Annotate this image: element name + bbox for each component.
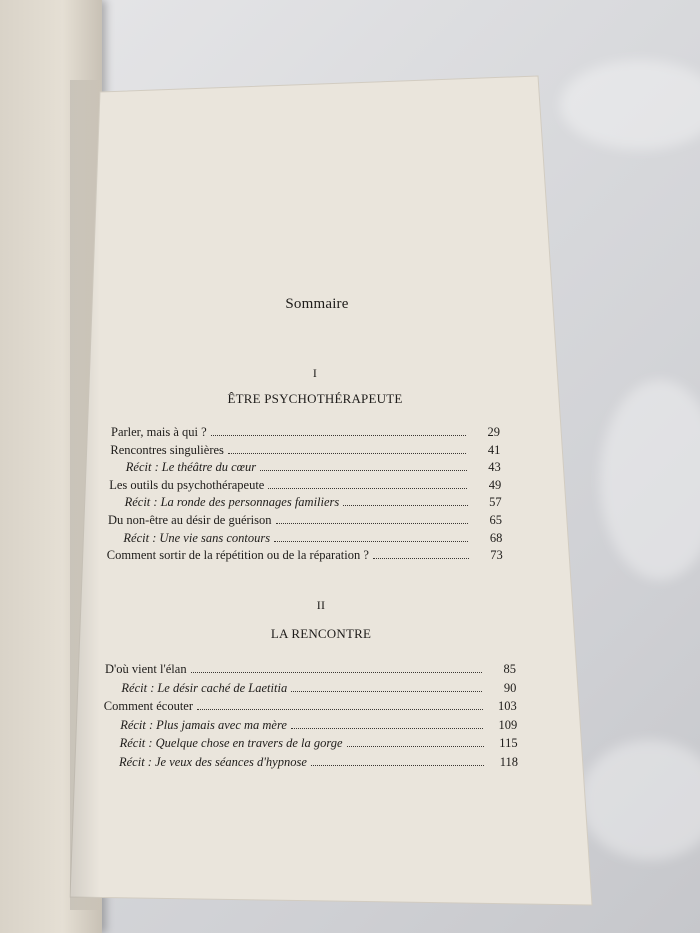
toc-leader-dots	[260, 460, 467, 471]
part-title: ÊTRE PSYCHOTHÉRAPEUTE	[227, 391, 403, 406]
toc-entry	[123, 531, 502, 548]
toc-entry-prefix: Récit :	[120, 717, 154, 732]
toc-page-number: 65	[489, 513, 502, 527]
toc-leader-dots	[211, 425, 466, 436]
toc-leader-dots	[291, 718, 483, 729]
toc-entry-prefix: Récit :	[119, 736, 153, 751]
toc-entry-title: Une vie sans contours	[159, 530, 271, 545]
toc-page-number: 103	[498, 699, 517, 714]
toc-leader-dots	[191, 662, 482, 673]
toc-entry-label	[125, 495, 340, 510]
toc-leader-dots	[343, 495, 467, 506]
toc-entry-prefix: Récit :	[124, 495, 158, 510]
toc-entry-label	[121, 681, 287, 696]
toc-page-number: 115	[499, 736, 518, 751]
part-title: LA RENCONTRE	[270, 626, 372, 641]
toc-page-number: 43	[488, 460, 501, 475]
toc-page-number: 49	[488, 477, 502, 492]
toc-entry-prefix: Récit :	[123, 530, 157, 545]
toc-entry-prefix: Récit :	[121, 680, 155, 695]
toc-page-number: 29	[487, 425, 500, 439]
toc-entry	[109, 478, 501, 495]
toc-entry	[119, 755, 518, 772]
toc-entry-label	[120, 736, 343, 751]
part-numeral: II	[316, 598, 326, 612]
toc-entry-prefix: Récit :	[125, 460, 159, 475]
toc-leader-dots	[274, 531, 468, 542]
toc-leader-dots	[311, 755, 484, 766]
toc-entry	[104, 699, 517, 716]
toc-title: Sommaire	[285, 296, 349, 312]
toc-leader-dots	[347, 736, 484, 747]
toc-entry	[126, 460, 501, 477]
toc-page-number: 118	[499, 755, 518, 769]
toc-page-number: 68	[489, 530, 503, 545]
toc-page-number: 109	[498, 717, 518, 732]
toc-leader-dots	[373, 548, 469, 559]
toc-entry-label: Parler, mais à qui ?	[111, 425, 207, 439]
toc-entry-title: Le désir caché de Laetitia	[157, 680, 288, 695]
toc-leader-dots	[228, 443, 466, 454]
toc-entry-label: Du non-être au désir de guérison	[108, 513, 272, 527]
toc-entry-label: Rencontres singulières	[110, 442, 224, 457]
toc-entry-title: La ronde des personnages familiers	[160, 495, 340, 510]
toc-entry-label	[123, 531, 270, 546]
toc-entry	[107, 548, 503, 565]
toc-entry	[111, 425, 500, 442]
toc-page-number: 73	[490, 548, 503, 563]
part-numeral: I	[312, 366, 318, 380]
toc-entry-label	[119, 755, 307, 770]
toc-entry-prefix: Récit :	[119, 755, 152, 769]
toc-leader-dots	[197, 699, 483, 710]
toc-entry	[120, 736, 518, 753]
toc-entry	[110, 443, 500, 460]
toc-page-number: 85	[503, 662, 516, 676]
toc-entry	[108, 513, 502, 530]
toc-leader-dots	[291, 681, 482, 692]
toc-entry-label: Les outils du psychothérapeute	[109, 477, 265, 492]
toc-entry-title: Je veux des séances d'hypnose	[154, 755, 307, 769]
toc-entry-label: Comment sortir de la répétition ou de la réparation ?	[106, 548, 369, 563]
toc-leader-dots	[276, 513, 469, 524]
toc-entry	[105, 662, 516, 679]
toc-entry-label	[120, 718, 287, 733]
toc-entry-label	[126, 460, 256, 475]
toc-entry-label: D'où vient l'élan	[105, 662, 187, 676]
toc-page-number: 90	[503, 680, 517, 695]
toc-entry	[121, 681, 516, 698]
toc-entry	[120, 718, 517, 735]
toc-page-number: 57	[489, 495, 502, 510]
toc-page-number: 41	[487, 442, 501, 457]
toc-entry-title: Quelque chose en travers de la gorge	[155, 736, 343, 751]
toc-entry-title: Le théâtre du cœur	[161, 460, 257, 475]
toc-entry-title: Plus jamais avec ma mère	[156, 717, 287, 732]
toc-leader-dots	[268, 478, 467, 489]
toc-entry-label: Comment écouter	[103, 699, 194, 714]
toc-entry	[125, 495, 502, 512]
